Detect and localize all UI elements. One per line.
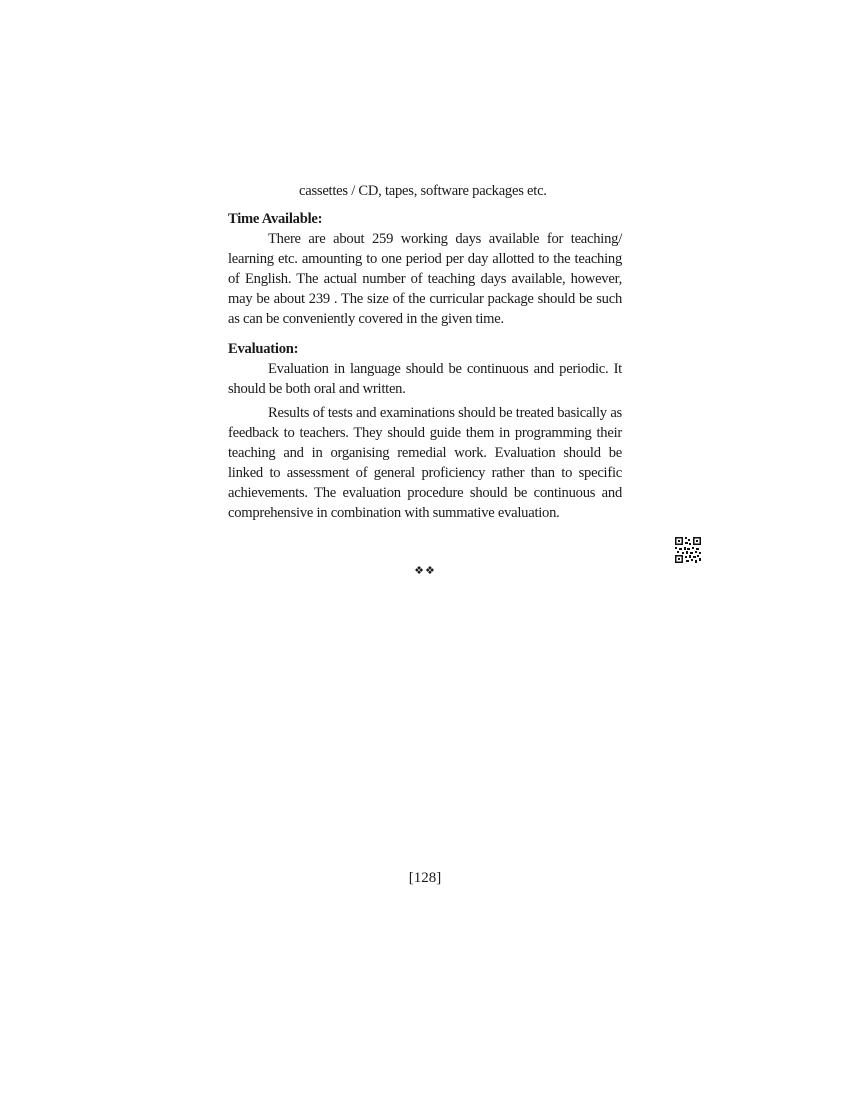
paragraph: Results of tests and examinations should be treated basically as feedback to teachers. They should guide them in programming their teaching and in organising remedial work. Evaluation should be linked to assessment of general proficiency rather than to specific achievements. The evaluation procedure should be continuous and comprehensive in combination with summative evaluation. (228, 405, 622, 521)
paragraph: Evaluation in language should be continuous and periodic. It should be both oral and written. (228, 361, 622, 397)
section-heading: Time Available: (228, 211, 323, 227)
continuation-line: cassettes / CD, tapes, software packages etc. (299, 183, 547, 199)
page-body (228, 181, 622, 527)
section-end-ornament: ❖❖ (414, 564, 436, 577)
page-number: [128] (408, 870, 442, 886)
section-heading: Evaluation: (228, 341, 299, 357)
section-time-available (228, 209, 622, 329)
paragraph: There are about 259 working days available for teaching/ learning etc. amounting to one period per day allotted to the teaching of English. The actual number of teaching days available, however, may be about 239 . The size of the curricular package should be such as can be conveniently covered in the given time. (228, 231, 622, 327)
qr-code-icon (675, 537, 701, 563)
section-evaluation (228, 339, 622, 523)
